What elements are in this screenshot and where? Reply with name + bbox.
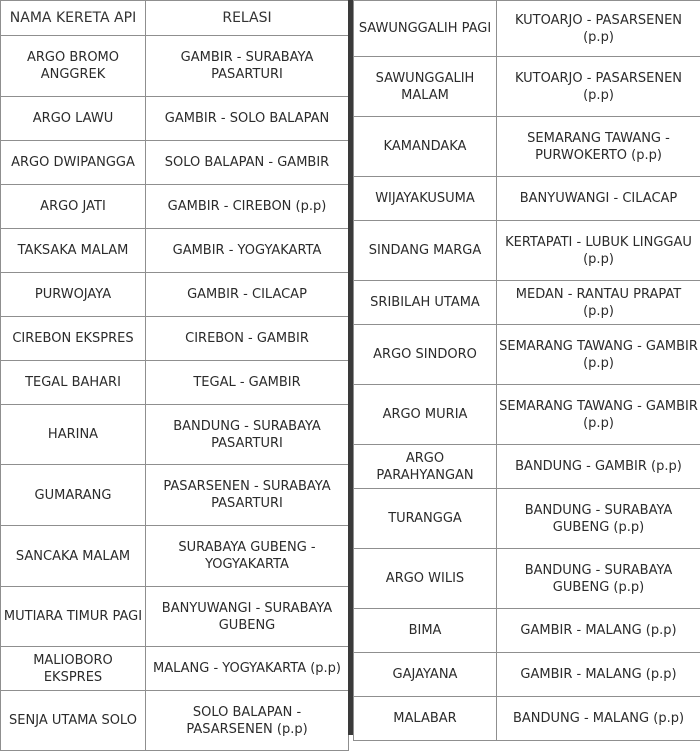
- train-name-cell: ARGO LAWU: [1, 97, 146, 141]
- route-cell: GAMBIR - MALANG (p.p): [497, 609, 700, 653]
- train-name-cell: ARGO WILIS: [354, 549, 497, 609]
- train-name-cell: ARGO SINDORO: [354, 325, 497, 385]
- route-cell: GAMBIR - CIREBON (p.p): [146, 185, 349, 229]
- route-cell: SEMARANG TAWANG - GAMBIR (p.p): [497, 385, 700, 445]
- train-name-cell: GAJAYANA: [354, 653, 497, 697]
- route-cell: TEGAL - GAMBIR: [146, 361, 349, 405]
- route-cell: BANDUNG - SURABAYA GUBENG (p.p): [497, 549, 700, 609]
- table-row: [1, 465, 349, 526]
- route-cell: GAMBIR - MALANG (p.p): [497, 653, 700, 697]
- train-name-cell: MUTIARA TIMUR PAGI: [1, 587, 146, 647]
- route-cell: SURABAYA GUBENG - YOGYAKARTA: [146, 526, 349, 587]
- train-name-cell: PURWOJAYA: [1, 273, 146, 317]
- route-cell: MEDAN - RANTAU PRAPAT (p.p): [497, 281, 700, 325]
- table-row: [354, 177, 700, 221]
- table-row: [354, 57, 700, 117]
- table-row: [1, 36, 349, 97]
- train-name-cell: TEGAL BAHARI: [1, 361, 146, 405]
- route-cell: SOLO BALAPAN - GAMBIR: [146, 141, 349, 185]
- route-cell: PASARSENEN - SURABAYA PASARTURI: [146, 465, 349, 526]
- table-row: [1, 691, 349, 751]
- train-name-cell: SENJA UTAMA SOLO: [1, 691, 146, 751]
- header-route: RELASI: [146, 1, 349, 36]
- train-name-cell: CIREBON EKSPRES: [1, 317, 146, 361]
- route-cell: GAMBIR - SURABAYA PASARTURI: [146, 36, 349, 97]
- train-name-cell: MALABAR: [354, 697, 497, 741]
- table-row: [1, 97, 349, 141]
- train-name-cell: KAMANDAKA: [354, 117, 497, 177]
- table-row: [354, 221, 700, 281]
- train-name-cell: MALIOBORO EKSPRES: [1, 647, 146, 691]
- route-cell: SEMARANG TAWANG - GAMBIR (p.p): [497, 325, 700, 385]
- train-name-cell: ARGO BROMO ANGGREK: [1, 36, 146, 97]
- train-name-cell: SANCAKA MALAM: [1, 526, 146, 587]
- route-cell: GAMBIR - SOLO BALAPAN: [146, 97, 349, 141]
- table-row: [1, 141, 349, 185]
- table-row: [1, 361, 349, 405]
- route-cell: SOLO BALAPAN - PASARSENEN (p.p): [146, 691, 349, 751]
- header-row: [1, 1, 349, 36]
- train-name-cell: TURANGGA: [354, 489, 497, 549]
- route-cell: BANDUNG - SURABAYA GUBENG (p.p): [497, 489, 700, 549]
- table-row: [354, 385, 700, 445]
- route-cell: BANDUNG - SURABAYA PASARTURI: [146, 405, 349, 465]
- table-row: [1, 647, 349, 691]
- table-row: [354, 117, 700, 177]
- route-cell: KUTOARJO - PASARSENEN (p.p): [497, 57, 700, 117]
- route-cell: KERTAPATI - LUBUK LINGGAU (p.p): [497, 221, 700, 281]
- table-row: [354, 445, 700, 489]
- table-row: [1, 405, 349, 465]
- table-row: [1, 526, 349, 587]
- table-row: [354, 549, 700, 609]
- table-row: [354, 697, 700, 741]
- train-name-cell: SINDANG MARGA: [354, 221, 497, 281]
- train-name-cell: GUMARANG: [1, 465, 146, 526]
- route-cell: CIREBON - GAMBIR: [146, 317, 349, 361]
- route-cell: KUTOARJO - PASARSENEN (p.p): [497, 1, 700, 57]
- train-name-cell: HARINA: [1, 405, 146, 465]
- table-row: [354, 325, 700, 385]
- train-name-cell: ARGO PARAHYANGAN: [354, 445, 497, 489]
- table-row: [1, 587, 349, 647]
- table-row: [1, 229, 349, 273]
- train-name-cell: WIJAYAKUSUMA: [354, 177, 497, 221]
- table-row: [354, 1, 700, 57]
- table-row: [1, 273, 349, 317]
- route-cell: BANDUNG - MALANG (p.p): [497, 697, 700, 741]
- header-train-name: NAMA KERETA API: [1, 1, 146, 36]
- train-name-cell: ARGO JATI: [1, 185, 146, 229]
- route-cell: MALANG - YOGYAKARTA (p.p): [146, 647, 349, 691]
- table-row: [1, 185, 349, 229]
- left-train-table: [0, 0, 349, 751]
- route-cell: BANYUWANGI - SURABAYA GUBENG: [146, 587, 349, 647]
- train-name-cell: BIMA: [354, 609, 497, 653]
- table-row: [354, 489, 700, 549]
- train-name-cell: ARGO DWIPANGGA: [1, 141, 146, 185]
- route-cell: GAMBIR - YOGYAKARTA: [146, 229, 349, 273]
- right-train-table: [353, 0, 700, 741]
- table-row: [354, 281, 700, 325]
- route-cell: BANDUNG - GAMBIR (p.p): [497, 445, 700, 489]
- table-row: [354, 609, 700, 653]
- route-cell: SEMARANG TAWANG - PURWOKERTO (p.p): [497, 117, 700, 177]
- train-name-cell: ARGO MURIA: [354, 385, 497, 445]
- train-name-cell: SAWUNGGALIH PAGI: [354, 1, 497, 57]
- table-row: [1, 317, 349, 361]
- route-cell: GAMBIR - CILACAP: [146, 273, 349, 317]
- train-name-cell: SAWUNGGALIH MALAM: [354, 57, 497, 117]
- route-cell: BANYUWANGI - CILACAP: [497, 177, 700, 221]
- table-row: [354, 653, 700, 697]
- train-name-cell: TAKSAKA MALAM: [1, 229, 146, 273]
- train-name-cell: SRIBILAH UTAMA: [354, 281, 497, 325]
